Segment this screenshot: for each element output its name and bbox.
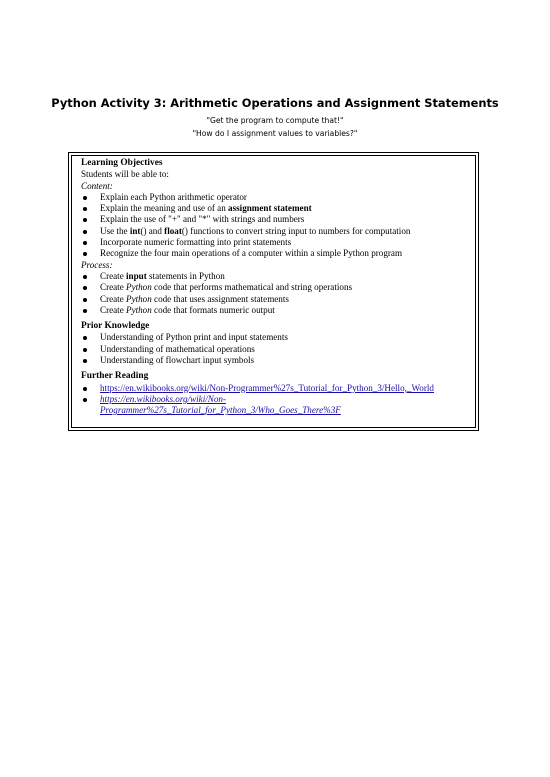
prior-knowledge-heading: Prior Knowledge xyxy=(81,321,150,332)
learning-objectives-intro: Students will be able to: xyxy=(81,169,169,180)
who-goes-there-link[interactable]: https://en.wikibooks.org/wiki/Non- Programmer%27s_Tutorial_for_Python_3/Who_Goes_There%3F xyxy=(100,393,341,416)
further-reading-heading: Further Reading xyxy=(81,371,149,382)
list-item: Use the int() and float() functions to convert string input to numbers for computation xyxy=(81,226,476,237)
learning-objectives-heading: Learning Objectives xyxy=(81,158,163,168)
further-reading-list xyxy=(81,383,476,417)
bullet-icon xyxy=(83,252,87,256)
list-item: Explain the use of "+" and "*" with strings and numbers xyxy=(81,214,476,225)
bullet-icon xyxy=(83,241,87,245)
list-item: Create Python code that uses assignment statements xyxy=(81,294,476,305)
prior-knowledge-list xyxy=(81,332,476,366)
bullet-icon xyxy=(83,298,87,302)
list-item xyxy=(81,383,476,394)
list-item xyxy=(81,394,476,417)
bullet-icon xyxy=(83,286,87,290)
bullet-icon xyxy=(83,387,87,391)
content-label: Content: xyxy=(81,180,113,191)
subtitle-quote-1: "Get the program to compute that!" xyxy=(206,116,344,125)
list-item: Explain each Python arithmetic operator xyxy=(81,192,476,203)
bullet-icon xyxy=(83,309,87,313)
list-item: Recognize the four main operations of a computer within a simple Python program xyxy=(81,248,476,259)
page-title: Python Activity 3: Arithmetic Operations and Assignment Statements xyxy=(51,96,499,110)
list-item: Create Python code that formats numeric output xyxy=(81,305,476,316)
bullet-icon xyxy=(83,230,87,234)
list-item: Create Python code that performs mathematical and string operations xyxy=(81,282,476,293)
bullet-icon xyxy=(83,275,87,279)
process-label: Process: xyxy=(81,259,113,270)
list-item: Explain the meaning and use of an assignment statement xyxy=(81,203,476,214)
content-list xyxy=(81,192,476,260)
list-item: Create input statements in Python xyxy=(81,271,476,282)
list-item: Understanding of Python print and input statements xyxy=(81,332,476,343)
bullet-icon xyxy=(83,218,87,222)
bullet-icon xyxy=(83,359,87,363)
list-item: Incorporate numeric formatting into print statements xyxy=(81,237,476,248)
bullet-icon xyxy=(83,398,87,402)
bullet-icon xyxy=(83,348,87,352)
bullet-icon xyxy=(83,207,87,211)
list-item: Understanding of mathematical operations xyxy=(81,344,476,355)
bullet-icon xyxy=(83,196,87,200)
list-item: Understanding of flowchart input symbols xyxy=(81,355,476,366)
process-list xyxy=(81,271,476,316)
objectives-content xyxy=(81,158,476,417)
subtitle-quote-2: "How do I assignment values to variables?" xyxy=(192,129,358,138)
bullet-icon xyxy=(83,336,87,340)
hello-world-link[interactable]: https://en.wikibooks.org/wiki/Non-Programmer%27s_Tutorial_for_Python_3/Hello,_World xyxy=(100,382,434,393)
